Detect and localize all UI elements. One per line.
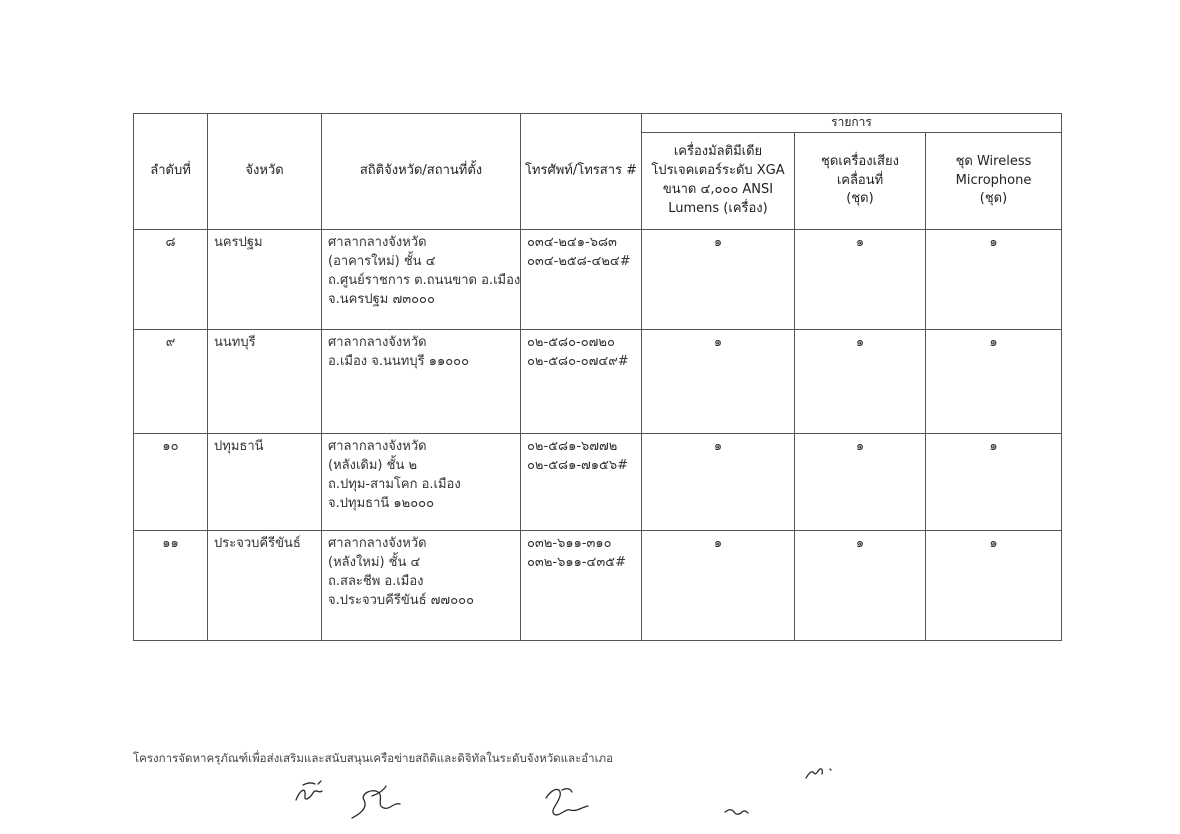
header-province: จังหวัด xyxy=(208,114,322,230)
row-number: ๘ xyxy=(134,230,208,330)
row-province: ประจวบคีรีขันธ์ xyxy=(208,531,322,641)
header-projector: เครื่องมัลติมีเดีย โปรเจคเตอร์ระดับ XGA ขนาด ๔,๐๐๐ ANSI Lumens (เครื่อง) xyxy=(642,133,795,230)
row-mic-qty: ๑ xyxy=(926,531,1062,641)
signature-mark xyxy=(546,789,588,815)
signature-mark xyxy=(725,810,748,815)
header-office: สถิติจังหวัด/สถานที่ตั้ง xyxy=(322,114,521,230)
row-province: ปทุมธานี xyxy=(208,434,322,531)
header-items-group: รายการ xyxy=(642,114,1062,133)
row-projector-qty: ๑ xyxy=(642,230,795,330)
row-address: ศาลากลางจังหวัด อ.เมือง จ.นนทบุรี ๑๑๐๐๐ xyxy=(322,330,521,434)
row-sound-qty: ๑ xyxy=(795,434,926,531)
row-sound-qty: ๑ xyxy=(795,330,926,434)
header-sound-system: ชุดเครื่องเสียง เคลื่อนที่ (ชุด) xyxy=(795,133,926,230)
row-address: ศาลากลางจังหวัด (อาคารใหม่) ชั้น ๔ ถ.ศูนย์ราชการ ต.ถนนขาด อ.เมือง จ.นครปฐม ๗๓๐๐๐ xyxy=(322,230,521,330)
row-mic-qty: ๑ xyxy=(926,434,1062,531)
header-no: ลำดับที่ xyxy=(134,114,208,230)
table-row xyxy=(134,434,1062,531)
table-row xyxy=(134,230,1062,330)
row-mic-qty: ๑ xyxy=(926,330,1062,434)
row-sound-qty: ๑ xyxy=(795,230,926,330)
header-phone: โทรศัพท์/โทรสาร # xyxy=(521,114,642,230)
table-row xyxy=(134,531,1062,641)
project-footer-text: โครงการจัดหาครุภัณฑ์เพื่อส่งเสริมและสนับสนุนเครือข่ายสถิติและดิจิทัลในระดับจังหวัดและอำเภอ xyxy=(133,751,614,765)
row-projector-qty: ๑ xyxy=(642,434,795,531)
signature-mark xyxy=(352,786,400,818)
row-number: ๙ xyxy=(134,330,208,434)
row-phones: ๐๒-๕๘๐-๐๗๒๐ ๐๒-๕๘๐-๐๗๔๙# xyxy=(521,330,642,434)
row-number: ๑๐ xyxy=(134,434,208,531)
row-number: ๑๑ xyxy=(134,531,208,641)
row-phones: ๐๓๒-๖๑๑-๓๑๐ ๐๓๒-๖๑๑-๔๓๕# xyxy=(521,531,642,641)
table-row xyxy=(134,330,1062,434)
row-province: นครปฐม xyxy=(208,230,322,330)
signature-mark xyxy=(296,781,322,800)
header-wireless-mic: ชุด Wireless Microphone (ชุด) xyxy=(926,133,1062,230)
row-mic-qty: ๑ xyxy=(926,230,1062,330)
row-province: นนทบุรี xyxy=(208,330,322,434)
row-address: ศาลากลางจังหวัด (หลังเดิม) ชั้น ๒ ถ.ปทุม-สามโคก อ.เมือง จ.ปทุมธานี ๑๒๐๐๐ xyxy=(322,434,521,531)
row-sound-qty: ๑ xyxy=(795,531,926,641)
signature-mark xyxy=(806,769,831,778)
row-phones: ๐๒-๕๘๑-๖๗๗๒ ๐๒-๕๘๑-๗๑๕๖# xyxy=(521,434,642,531)
row-projector-qty: ๑ xyxy=(642,330,795,434)
row-phones: ๐๓๔-๒๔๑-๖๘๓ ๐๓๔-๒๕๘-๔๒๔# xyxy=(521,230,642,330)
equipment-table xyxy=(133,113,1062,641)
row-address: ศาลากลางจังหวัด (หลังใหม่) ชั้น ๔ ถ.สละชีพ อ.เมือง จ.ประจวบคีรีขันธ์ ๗๗๐๐๐ xyxy=(322,531,521,641)
row-projector-qty: ๑ xyxy=(642,531,795,641)
